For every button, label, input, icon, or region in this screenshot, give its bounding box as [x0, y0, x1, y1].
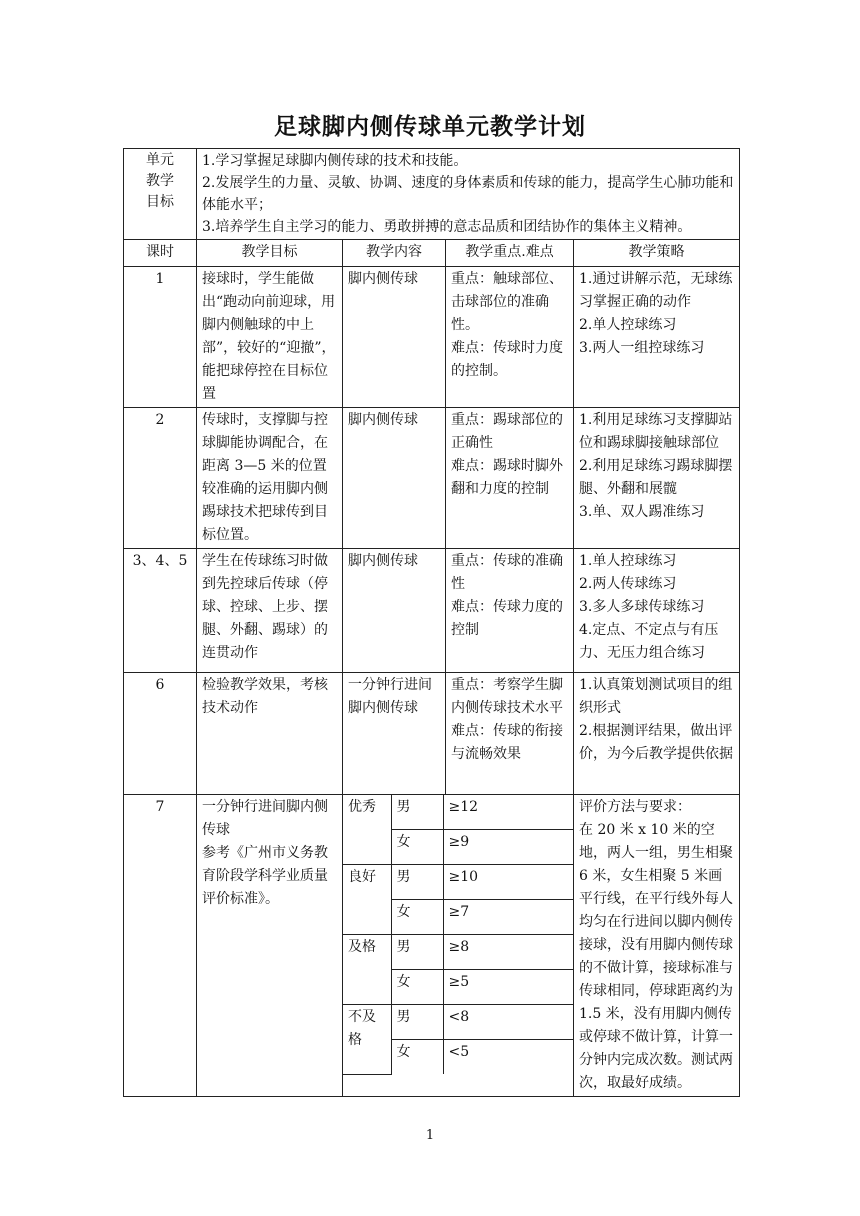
header-goal: 教学目标: [197, 240, 343, 267]
lesson-goal: 传球时，支撑脚与控球脚能协调配合，在距离 3—5 米的位置较准确的运用脚内侧踢球技术把球传到目标位置。: [197, 408, 343, 549]
lesson-content: 脚内侧传球: [343, 267, 446, 408]
gender-female: 女: [391, 830, 443, 865]
grade-level: 良好: [343, 865, 391, 935]
lesson-content: 脚内侧传球: [343, 408, 446, 549]
grade-threshold: ≥5: [443, 970, 573, 1005]
lesson-number: 2: [124, 408, 197, 549]
grade-threshold: ≥12: [443, 795, 573, 830]
gender-female: 女: [391, 900, 443, 935]
lesson-strategy: 1.通过讲解示范，无球练习掌握正确的动作 2.单人控球练习 3.两人一组控球练习: [574, 267, 740, 408]
lesson-goal: 学生在传球练习时做到先控球后传球（停球、控球、上步、摆腿、外翻、踢球）的连贯动作: [197, 549, 343, 673]
lesson-row: [124, 408, 740, 549]
lesson-row: [124, 267, 740, 408]
grade-row: [343, 935, 573, 970]
gender-male: 男: [391, 935, 443, 970]
lesson-content: 一分钟行进间脚内侧传球: [343, 673, 446, 795]
header-key-points: 教学重点.难点: [446, 240, 574, 267]
lesson-goal: 一分钟行进间脚内侧传球 参考《广州市义务教育阶段学科学业质量评价标准》。: [197, 795, 343, 1097]
gender-male: 男: [391, 1005, 443, 1040]
lesson-key-points: 重点：触球部位、击球部位的准确性。 难点：传球时力度的控制。: [446, 267, 574, 408]
grade-threshold: ≥10: [443, 865, 573, 900]
lesson-key-points: 重点：考察学生脚内侧传球技术水平 难点：传球的衔接与流畅效果: [446, 673, 574, 795]
header-content: 教学内容: [343, 240, 446, 267]
lesson-row: [124, 549, 740, 673]
grade-threshold: ≥7: [443, 900, 573, 935]
lesson-row: [124, 673, 740, 795]
header-strategy: 教学策略: [574, 240, 740, 267]
grade-threshold: <8: [443, 1005, 573, 1040]
gender-female: 女: [391, 1040, 443, 1075]
lesson-number: 7: [124, 795, 197, 1097]
grading-cell: [343, 795, 574, 1097]
grading-table: [343, 795, 573, 1075]
lesson-goal: 接球时，学生能做出“跑动向前迎球，用脚内侧触球的中上部”，较好的“迎撤”，能把球停控在目标位置: [197, 267, 343, 408]
lesson-plan-table: [123, 148, 740, 1097]
gender-male: 男: [391, 865, 443, 900]
assessment-method: 评价方法与要求： 在 20 米 x 10 米的空地，两人一组，男生相聚 6 米，女生相聚 5 米画平行线，在平行线外每人均匀在行进间以脚内侧传接球，没有用脚内侧传球的不做计算，接球标准与传球相同，停球距离约为 1.5 米，没有用脚内侧传或停球不做计算，计算一分钟内完成次数。测试两次，取最好成绩。: [574, 795, 740, 1097]
document-title: 足球脚内侧传球单元教学计划: [274, 113, 586, 140]
lesson-goal: 检验教学效果，考核技术动作: [197, 673, 343, 795]
unit-goals-row: [124, 149, 740, 240]
lesson-number: 6: [124, 673, 197, 795]
lesson-content: 脚内侧传球: [343, 549, 446, 673]
lesson-strategy: 1.认真策划测试项目的组织形式 2.根据测评结果，做出评价，为今后教学提供依据: [574, 673, 740, 795]
lesson-strategy: 1.利用足球练习支撑脚站位和踢球脚接触球部位 2.利用足球练习踢球脚摆腿、外翻和展髋 3.单、双人踢准练习: [574, 408, 740, 549]
lesson-number: 1: [124, 267, 197, 408]
lesson-strategy: 1.单人控球练习 2.两人传球练习 3.多人多球传球练习 4.定点、不定点与有压力、无压力组合练习: [574, 549, 740, 673]
lesson-key-points: 重点：传球的准确性 难点：传球力度的控制: [446, 549, 574, 673]
lesson-number: 3、4、5: [124, 549, 197, 673]
grade-level: 优秀: [343, 795, 391, 865]
grade-threshold: ≥8: [443, 935, 573, 970]
assessment-row: [124, 795, 740, 1097]
grade-level: 不及格: [343, 1005, 391, 1075]
grade-row: [343, 865, 573, 900]
grade-row: [343, 795, 573, 830]
page-number: 1: [425, 1128, 435, 1143]
grade-threshold: <5: [443, 1040, 573, 1075]
unit-goals-text: 1.学习掌握足球脚内侧传球的技术和技能。 2.发展学生的力量、灵敏、协调、速度的身体素质和传球的能力，提高学生心肺功能和体能水平； 3.培养学生自主学习的能力、勇敢拼搏的意志品质和团结协作的集体主义精神。: [197, 149, 740, 240]
grade-row: [343, 1005, 573, 1040]
header-row: [124, 240, 740, 267]
grade-level: 及格: [343, 935, 391, 1005]
gender-female: 女: [391, 970, 443, 1005]
unit-goals-label: 单元 教学 目标: [124, 149, 197, 240]
grade-threshold: ≥9: [443, 830, 573, 865]
lesson-key-points: 重点：踢球部位的正确性 难点：踢球时脚外翻和力度的控制: [446, 408, 574, 549]
gender-male: 男: [391, 795, 443, 830]
header-lesson: 课时: [124, 240, 197, 267]
